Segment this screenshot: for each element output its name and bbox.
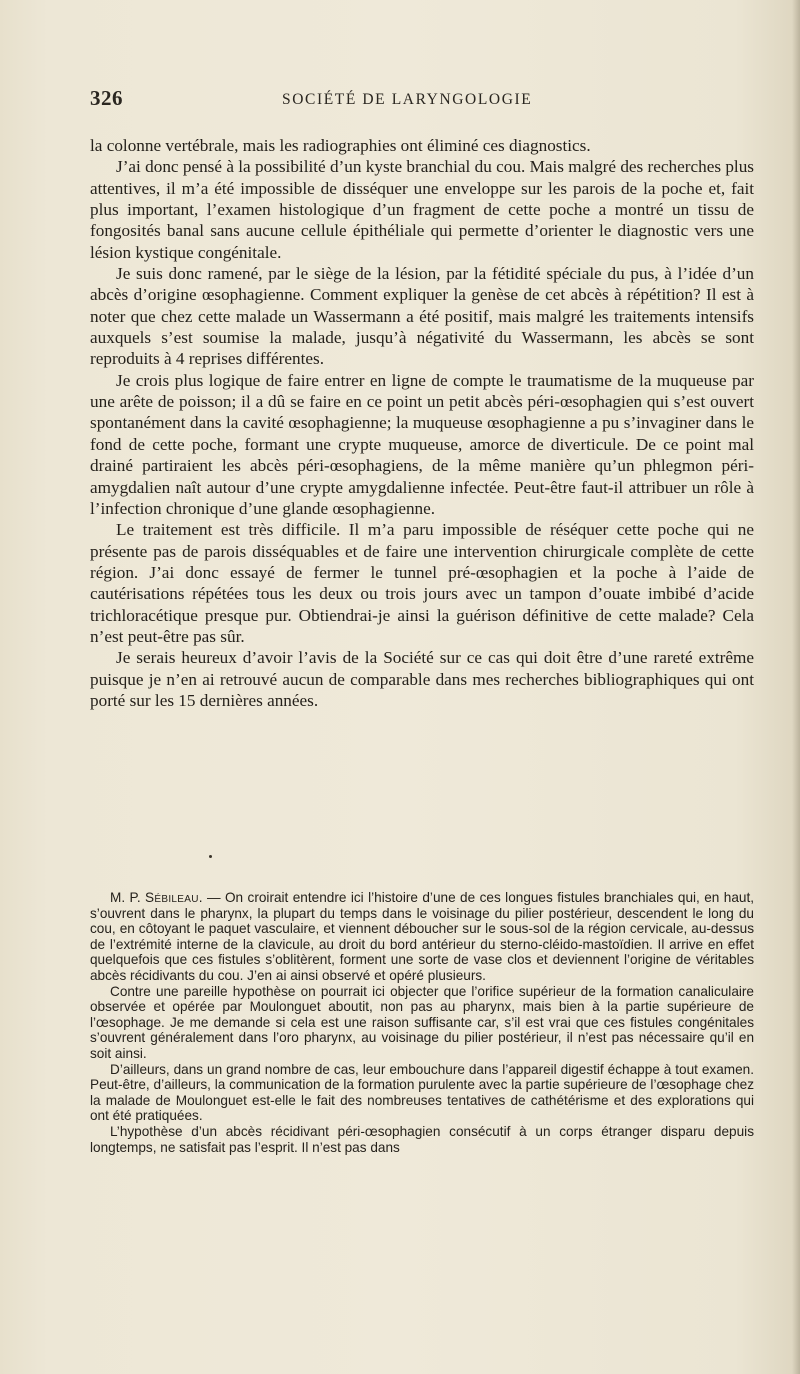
discussion-text: . — On croirait entendre ici l’histoire d’une de ces longues fistules branchiales qui, en haut, s’ouvrent dans le pharynx, la plupart du temps dans le voisinage du pilier postérieur, descendent le long du cou, en côtoyant le paquet vasculaire, et viennent déboucher sur le sous-sol de la région cervicale, au-dessus de l’extrémité interne de la clavicule, au droit du bord antérieur du sterno-cléido-mastoïdien. Il arrive en effet quelquefois que ces fistules s’oblitèrent, forment une sorte de vase clos et deviennent l’origine de véritables abcès récidivants du cou. J’en ai ainsi observé et opéré plusieurs.: [90, 890, 755, 983]
page-header: [90, 86, 754, 116]
paragraph: la colonne vertébrale, mais les radiographies ont éliminé ces diagnostics.: [90, 136, 591, 155]
separator-dot: [209, 855, 212, 858]
speaker-name: Sébileau: [145, 890, 199, 905]
page-number: 326: [90, 86, 123, 110]
page-edge-shadow: [792, 0, 800, 1374]
paragraph: Je serais heureux d’avoir l’avis de la Société sur ce cas qui doit être d’une rareté extrême puisque je n’en ai retrouvé aucun de comparable dans mes recherches bibliographiques qui ont porté sur les 15 dernières années.: [90, 648, 754, 710]
speaker-prefix: M. P.: [110, 890, 146, 905]
discussion-paragraph: Contre une pareille hypothèse on pourrait ici objecter que l’orifice supérieur de la formation canaliculaire observée et opérée par Moulonguet aboutit, non pas au pharynx, mais bien à la partie supérieure de l’œsophage. Je me demande si cela est une raison suffisante car, s’il est vrai que ces fistules congénitales s’ouvrent généralement dans l’oro pharynx, au voisinage du pilier postérieur, il n’est pas nécessaire qu’il en soit ainsi.: [90, 983, 754, 1061]
discussion-section: [90, 890, 754, 1155]
discussion-paragraph: [90, 890, 754, 984]
paragraph: Je crois plus logique de faire entrer en ligne de compte le traumatisme de la muqueuse par une arête de poisson; il a dû se faire en ce point un petit abcès péri-œsophagien qui s’est ouvert spontanément dans la cavité œsophagienne; la muqueuse œsophagienne a pu s’invaginer dans le fond de cette poche, formant une crypte muqueuse, amorce de diverticule. De ce point mal drainé partiraient les abcès péri-œsophagiens, de la même manière qu’un phlegmon péri-amygdalien naît autour d’une crypte amygdalienne infectée. Peut-être faut-il attribuer un rôle à l’infection chronique d’une glande œsophagienne.: [90, 370, 754, 518]
discussion-paragraph: L’hypothèse d’un abcès récidivant péri-œsophagien consécutif à un corps étranger disparu depuis longtemps, ne satisfait pas l’esprit. Il n’est pas dans: [90, 1123, 754, 1155]
discussion-paragraph: D’ailleurs, dans un grand nombre de cas, leur embouchure dans l’appareil digestif échappe à tout examen. Peut-être, d’ailleurs, la communication de la formation purulente avec la partie supérieure de l’œsophage chez la malade de Moulonguet est-elle le fait des nombreuses tentatives de cathétérisme et des explorations qui ont été pratiquées.: [90, 1061, 754, 1124]
paragraph: Je suis donc ramené, par le siège de la lésion, par la fétidité spéciale du pus, à l’idée d’un abcès d’origine œsophagienne. Comment expliquer la genèse de cet abcès à répétition? Il est à noter que chez cette malade un Wassermann a été positif, mais malgré les traitements intensifs auxquels s’est soumise la malade, jusqu’à négativité du Wassermann, les abcès se sont reproduits à 4 reprises différentes.: [90, 264, 754, 369]
paragraph: Le traitement est très difficile. Il m’a paru impossible de réséquer cette poche qui ne présente pas de parois disséquables et de faire une intervention chirurgicale complète de cette région. J’ai donc essayé de fermer le tunnel pré-œsophagien et la poche à l’aide de cautérisations répétées tous les deux ou trois jours avec un tampon d’ouate imbibé d’acide trichloracétique presque pur. Obtiendrai-je ainsi la guérison définitive de cette malade? Cela n’est peut-être pas sûr.: [90, 520, 754, 646]
running-head: SOCIÉTÉ DE LARYNGOLOGIE: [282, 91, 533, 108]
main-text: [90, 135, 754, 711]
paragraph: J’ai donc pensé à la possibilité d’un kyste branchial du cou. Mais malgré des recherches plus attentives, il m’a été impossible de disséquer une enveloppe sur les parois de la poche et, fait plus important, l’examen histologique d’un fragment de cette poche a montré un tissu de fongosités banal sans aucune cellule épithéliale qui permette d’orienter le diagnostic vers une lésion kystique congénitale.: [90, 157, 754, 262]
